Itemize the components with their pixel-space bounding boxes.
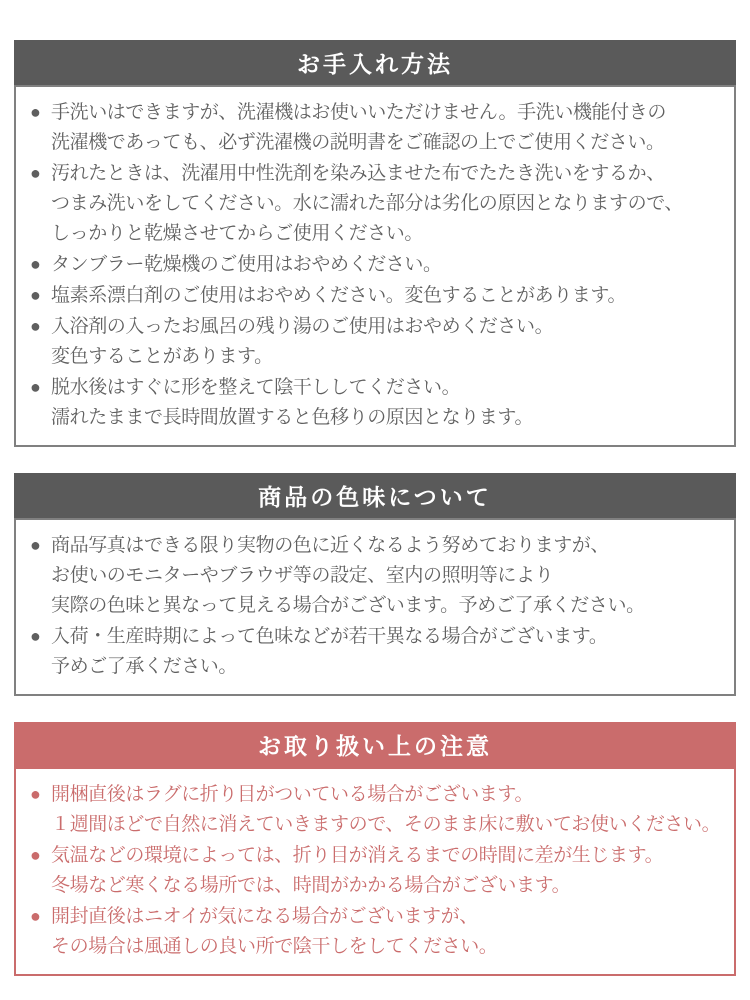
text-line bbox=[30, 932, 728, 962]
bullet-icon: ● bbox=[30, 102, 41, 122]
list-item bbox=[30, 621, 728, 682]
bullet-icon: ● bbox=[30, 906, 41, 926]
bullet-icon: ● bbox=[30, 784, 41, 804]
section-handling-caution-header bbox=[14, 722, 736, 767]
text: １週間ほどで自然に消えていきますので、そのまま床に敷いてお使いください。 bbox=[51, 814, 721, 835]
list-item bbox=[30, 97, 728, 158]
text: 気温などの環境によっては、折り目が消えるまでの時間に差が生じます。 bbox=[51, 845, 664, 866]
text-line bbox=[30, 871, 728, 901]
text: 入荷・生産時期によって色味などが若干異なる場合がございます。 bbox=[51, 626, 608, 647]
text: 予めご了承ください。 bbox=[51, 656, 238, 677]
text-line bbox=[30, 249, 728, 280]
text-line bbox=[30, 901, 728, 932]
section-title: お取り扱い上の注意 bbox=[258, 733, 492, 759]
text-line bbox=[30, 779, 728, 810]
section-handling-caution-body bbox=[14, 767, 736, 976]
section-product-color bbox=[14, 473, 736, 696]
text-line bbox=[30, 530, 728, 561]
text: 脱水後はすぐに形を整えて陰干ししてください。 bbox=[51, 377, 461, 398]
bullet-icon: ● bbox=[30, 377, 41, 397]
text: その場合は風通しの良い所で陰干しをしてください。 bbox=[51, 936, 498, 957]
section-care-method bbox=[14, 40, 736, 447]
text-line bbox=[30, 280, 728, 311]
text-line bbox=[30, 403, 728, 433]
text-line bbox=[30, 128, 728, 158]
text: しっかりと乾燥させてからご使用ください。 bbox=[51, 223, 424, 244]
text-line bbox=[30, 311, 728, 342]
bullet-icon: ● bbox=[30, 163, 41, 183]
bullet-icon: ● bbox=[30, 535, 41, 555]
text: 開梱直後はラグに折り目がついている場合がございます。 bbox=[51, 784, 534, 805]
bullet-icon: ● bbox=[30, 626, 41, 646]
text: 洗濯機であっても、必ず洗濯機の説明書をご確認の上でご使用ください。 bbox=[51, 132, 665, 153]
text-line bbox=[30, 591, 728, 621]
list-item bbox=[30, 530, 728, 621]
text-line bbox=[30, 652, 728, 682]
section-product-color-body bbox=[14, 518, 736, 696]
bullet-icon: ● bbox=[30, 285, 41, 305]
text-line bbox=[30, 561, 728, 591]
text-line bbox=[30, 219, 728, 249]
text: 汚れたときは、洗濯用中性洗剤を染み込ませた布でたたき洗いをするか、 bbox=[51, 163, 665, 184]
text-line bbox=[30, 342, 728, 372]
section-title: 商品の色味について bbox=[258, 484, 492, 510]
list-item bbox=[30, 779, 728, 840]
text-line bbox=[30, 372, 728, 403]
text: 塩素系漂白剤のご使用はおやめください。変色することがあります。 bbox=[51, 285, 627, 306]
section-product-color-header bbox=[14, 473, 736, 518]
list-item bbox=[30, 372, 728, 433]
text-line bbox=[30, 810, 728, 840]
text-line bbox=[30, 189, 728, 219]
text: 開封直後はニオイが気になる場合がございますが、 bbox=[51, 906, 478, 927]
bullet-icon: ● bbox=[30, 254, 41, 274]
text-line bbox=[30, 97, 728, 128]
list-item bbox=[30, 311, 728, 372]
section-handling-caution bbox=[14, 722, 736, 976]
text: 冬場など寒くなる場所では、時間がかかる場合がございます。 bbox=[51, 875, 571, 896]
text: 濡れたままで長時間放置すると色移りの原因となります。 bbox=[51, 407, 534, 428]
text-line bbox=[30, 158, 728, 189]
section-care-method-body bbox=[14, 85, 736, 447]
text: お使いのモニターやブラウザ等の設定、室内の照明等により bbox=[51, 565, 554, 586]
text: 商品写真はできる限り実物の色に近くなるよう努めておりますが、 bbox=[51, 535, 610, 556]
text: 入浴剤の入ったお風呂の残り湯のご使用はおやめください。 bbox=[51, 316, 554, 337]
text-line bbox=[30, 621, 728, 652]
text: つまみ洗いをしてください。水に濡れた部分は劣化の原因となりますので、 bbox=[51, 193, 684, 214]
text-line bbox=[30, 840, 728, 871]
text: 実際の色味と異なって見える場合がございます。予めご了承ください。 bbox=[51, 595, 645, 616]
text: タンブラー乾燥機のご使用はおやめください。 bbox=[51, 254, 442, 275]
section-care-method-header bbox=[14, 40, 736, 85]
text: 手洗いはできますが、洗濯機はお使いいただけません。手洗い機能付きの bbox=[51, 102, 666, 123]
list-item bbox=[30, 901, 728, 962]
list-item bbox=[30, 280, 728, 311]
text: 変色することがあります。 bbox=[51, 346, 273, 367]
list-item bbox=[30, 158, 728, 249]
list-item bbox=[30, 249, 728, 280]
bullet-icon: ● bbox=[30, 845, 41, 865]
section-title: お手入れ方法 bbox=[297, 51, 453, 77]
bullet-icon: ● bbox=[30, 316, 41, 336]
list-item bbox=[30, 840, 728, 901]
